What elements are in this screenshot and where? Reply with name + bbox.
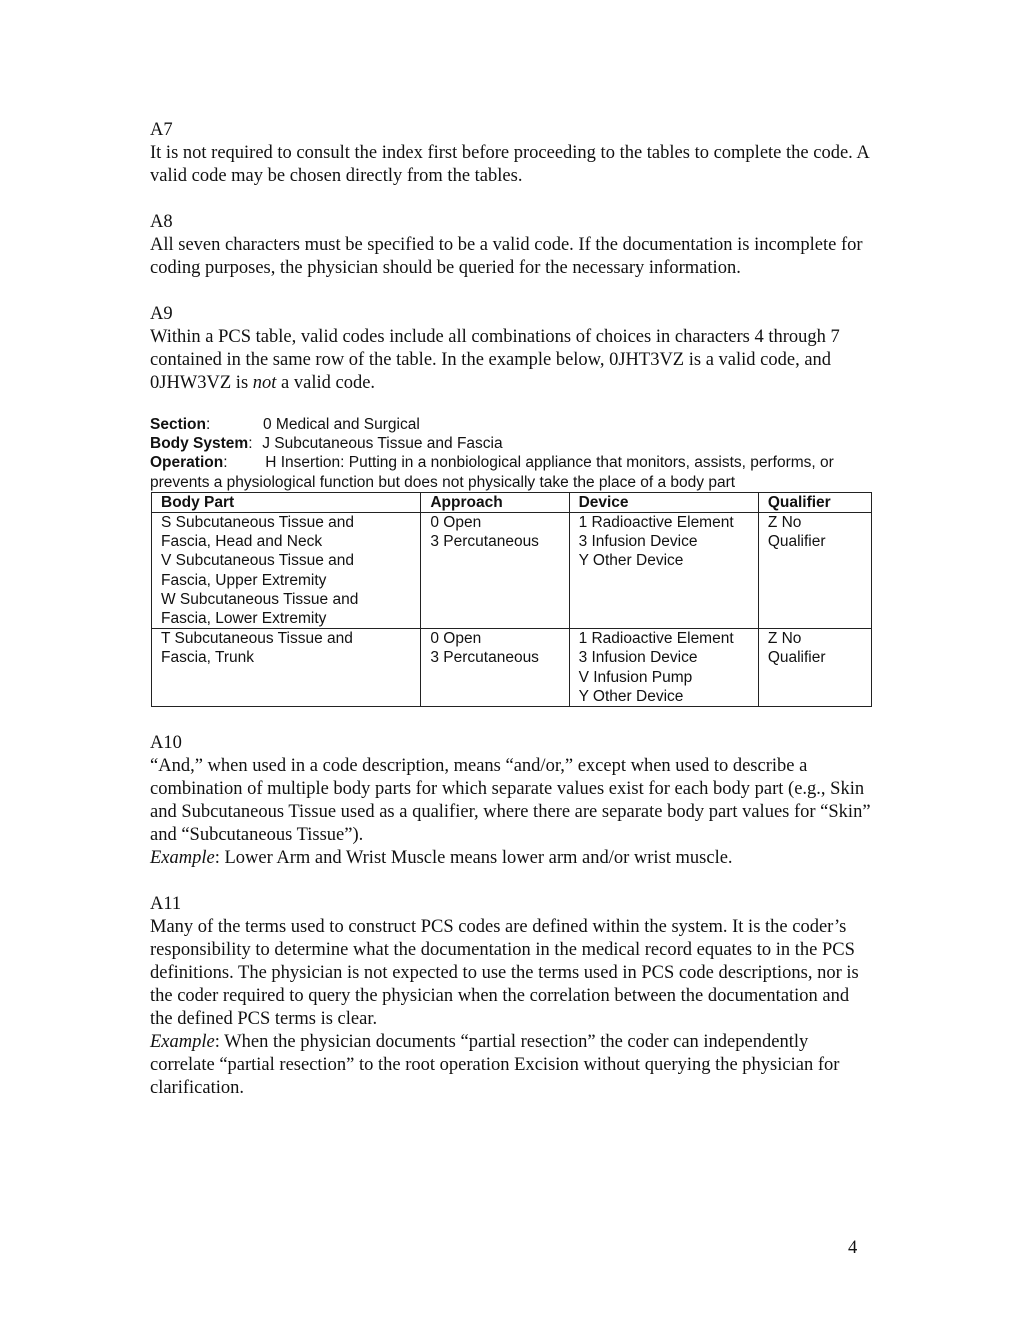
section-paragraph bbox=[150, 326, 872, 395]
section-a11 bbox=[150, 893, 872, 1100]
section-a7 bbox=[150, 119, 872, 188]
body-system-label: Body System bbox=[150, 435, 249, 453]
cell-line: 3 Infusion Device bbox=[578, 649, 698, 667]
section-a8 bbox=[150, 211, 872, 280]
cell-line: 3 Percutaneous bbox=[430, 533, 539, 551]
cell-line: Fascia, Lower Extremity bbox=[161, 610, 327, 628]
section-value: 0 Medical and Surgical bbox=[262, 416, 420, 433]
section-paragraph: Many of the terms used to construct PCS codes are defined within the system. It is the coder’s responsibility to determine what the documentation in the medical record equates to in the PCS definitions. The physician is not expected to use the terms used in PCS code descriptions, nor is the coder required to query the physician when the correlation between the documentation and the defined PCS terms is clear. bbox=[150, 917, 859, 1030]
cell-line: 0 Open bbox=[430, 514, 482, 532]
body-part-cell bbox=[152, 629, 421, 707]
section-line: Section: 0 Medical and Surgical bbox=[150, 416, 420, 433]
pcs-table-header bbox=[150, 415, 872, 492]
example-label: Example bbox=[150, 848, 215, 869]
cell-line: V Infusion Pump bbox=[578, 668, 693, 686]
cell-line: Fascia, Trunk bbox=[161, 649, 255, 667]
table-header-row bbox=[152, 492, 872, 512]
cell-line: Fascia, Head and Neck bbox=[161, 533, 323, 551]
section-heading: A8 bbox=[150, 212, 173, 232]
section-heading: A11 bbox=[150, 894, 182, 915]
paragraph-text: a valid code. bbox=[276, 373, 376, 393]
example-paragraph bbox=[150, 847, 872, 870]
cell-line: Y Other Device bbox=[578, 552, 684, 570]
cell-line: S Subcutaneous Tissue and bbox=[161, 514, 355, 532]
example-text: : When the physician documents “partial resection” the coder can independently correlate “partial resection” to the root operation Excision without querying the physician for clarification. bbox=[150, 1032, 840, 1099]
section-paragraph: All seven characters must be specified to be a valid code. If the documentation is incomplete for coding purposes, the physician should be queried for the necessary information. bbox=[150, 235, 863, 278]
body-system-value: J Subcutaneous Tissue and Fascia bbox=[262, 435, 503, 453]
section-a9 bbox=[150, 303, 872, 395]
table-row bbox=[152, 513, 872, 629]
section-heading: A10 bbox=[150, 733, 182, 754]
column-header-approach: Approach bbox=[421, 492, 569, 512]
cell-line: Qualifier bbox=[767, 649, 826, 667]
pcs-table bbox=[151, 492, 872, 707]
cell-line: Qualifier bbox=[767, 533, 826, 551]
operation-value: H Insertion: Putting in a nonbiological appliance that monitors, assists, performs, or prevents a physiological function but does not physically take the place of a body part bbox=[150, 454, 834, 491]
approach-cell bbox=[421, 513, 569, 629]
section-heading: A7 bbox=[150, 120, 173, 140]
cell-line: 3 Percutaneous bbox=[430, 649, 539, 667]
cell-line: Y Other Device bbox=[578, 687, 684, 705]
section-paragraph: “And,” when used in a code description, means “and/or,” except when used to describe a combination of multiple body parts for which separate values exist for each body part (e.g., Skin and Subcutaneous Tissue used as a qualifier, where there are separate body part values for “Skin” and “Subcutaneous Tissue”). bbox=[150, 756, 871, 846]
device-cell bbox=[569, 513, 758, 629]
approach-cell bbox=[421, 629, 569, 707]
section-a10 bbox=[150, 732, 872, 870]
emphasis-text: not bbox=[252, 373, 277, 393]
section-label: Section bbox=[150, 416, 206, 433]
cell-line: W Subcutaneous Tissue and bbox=[161, 590, 359, 608]
body-system-line: Body System: J Subcutaneous Tissue and Fascia bbox=[150, 435, 503, 453]
column-header-qualifier: Qualifier bbox=[758, 492, 871, 512]
paragraph-text: Within a PCS table, valid codes include all combinations of choices in characters 4 through 7 contained in the same row of the table. In the example below, 0JHT3VZ is a valid code, and 0JHW3VZ is bbox=[150, 327, 840, 393]
qualifier-cell bbox=[758, 629, 871, 707]
document-page bbox=[150, 119, 872, 1123]
column-header-device: Device bbox=[569, 492, 758, 512]
cell-line: Z No bbox=[767, 514, 802, 532]
cell-line: Z No bbox=[767, 630, 802, 648]
column-header-body-part: Body Part bbox=[152, 492, 421, 512]
table-row bbox=[152, 629, 872, 707]
cell-line: T Subcutaneous Tissue and bbox=[161, 630, 353, 648]
example-paragraph bbox=[150, 1031, 872, 1100]
cell-line: Fascia, Upper Extremity bbox=[161, 571, 327, 589]
operation-label: Operation bbox=[150, 454, 224, 472]
cell-line: 3 Infusion Device bbox=[578, 533, 698, 551]
cell-line: 1 Radioactive Element bbox=[578, 630, 734, 648]
device-cell bbox=[569, 629, 758, 707]
qualifier-cell bbox=[758, 513, 871, 629]
section-paragraph: It is not required to consult the index first before proceeding to the tables to complete the code. A valid code may be chosen directly from the tables. bbox=[150, 143, 869, 186]
section-heading: A9 bbox=[150, 304, 173, 324]
page-number: 4 bbox=[848, 1238, 858, 1258]
cell-line: V Subcutaneous Tissue and bbox=[161, 552, 355, 570]
cell-line: 1 Radioactive Element bbox=[578, 514, 734, 532]
body-part-cell bbox=[152, 513, 421, 629]
example-text: : Lower Arm and Wrist Muscle means lower arm and/or wrist muscle. bbox=[214, 848, 733, 869]
cell-line: 0 Open bbox=[430, 630, 482, 648]
operation-line: Operation: H Insertion: Putting in a nonbiological appliance that monitors, assists, performs, or prevents a physiological function but does not physically take the place of a body part bbox=[150, 454, 834, 491]
example-label: Example bbox=[150, 1032, 215, 1053]
